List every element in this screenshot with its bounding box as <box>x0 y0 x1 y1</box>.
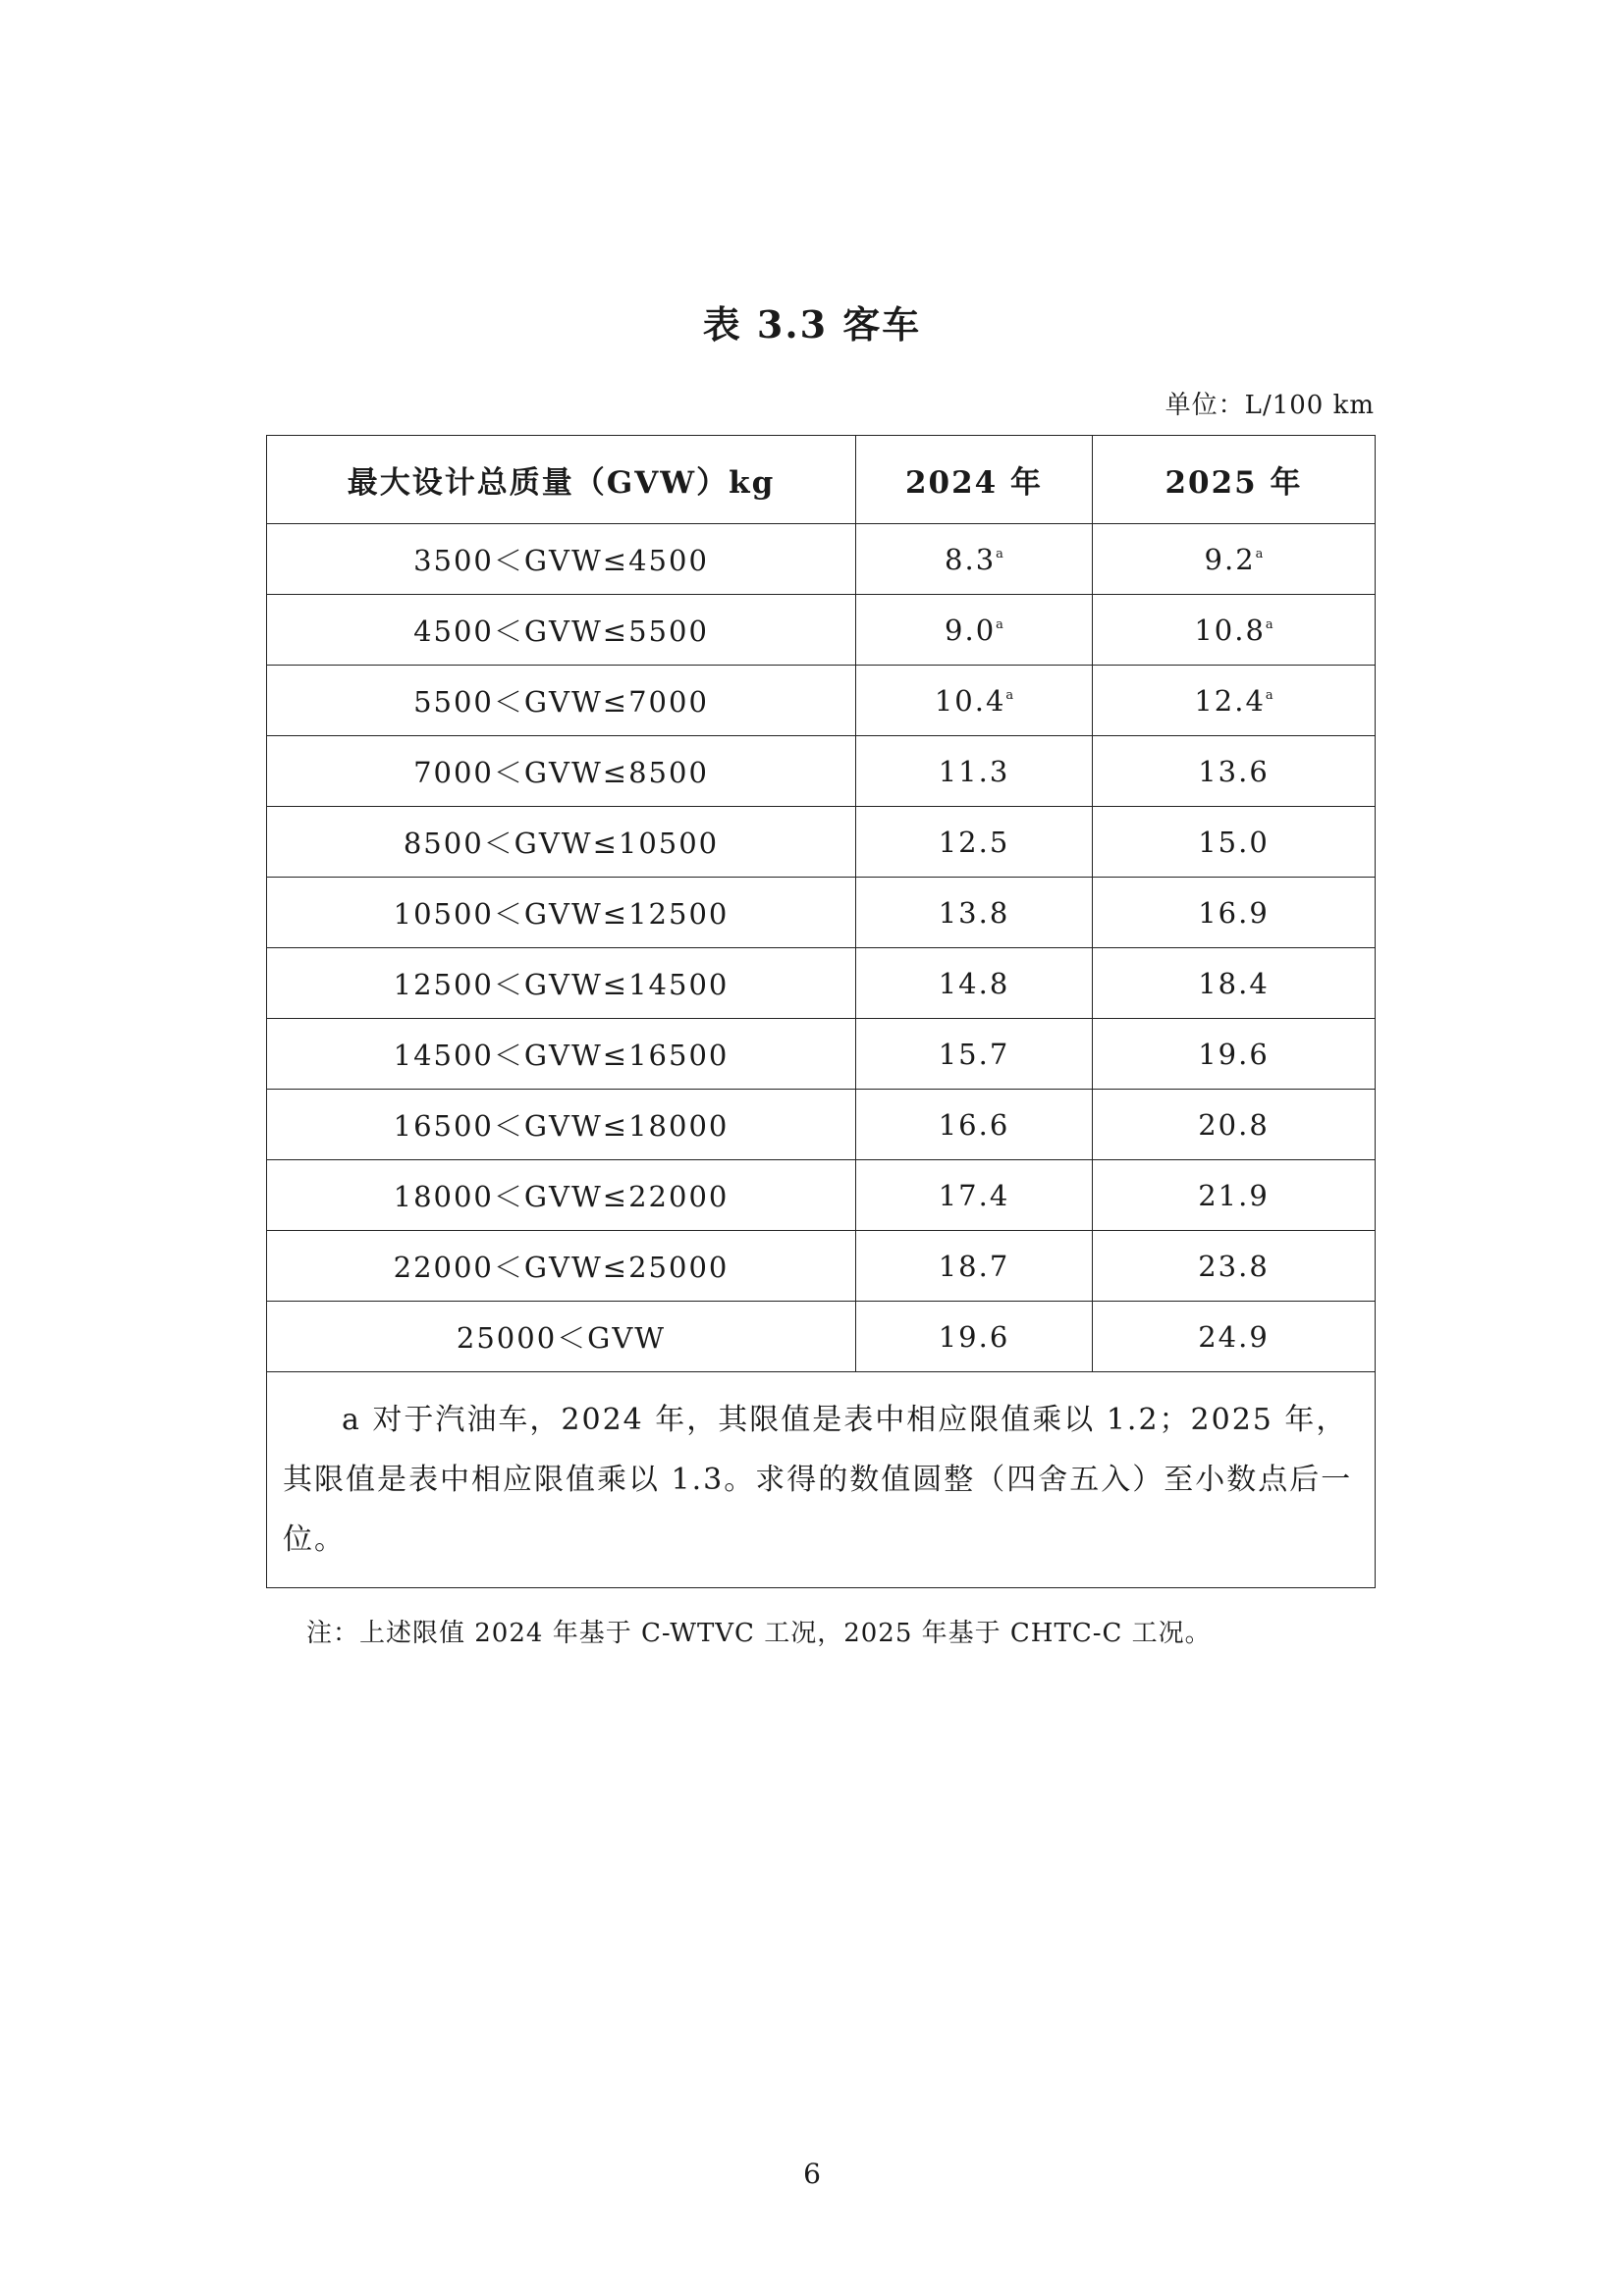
header-2025: 2025 年 <box>1093 436 1376 524</box>
cell-range: 12500＜GVW≤14500 <box>267 948 856 1019</box>
cell-range: 25000＜GVW <box>267 1302 856 1372</box>
cell-2024 <box>856 666 1093 736</box>
cell-2025 <box>1093 595 1376 666</box>
cell-2024: 19.6 <box>856 1302 1093 1372</box>
cell-range: 5500＜GVW≤7000 <box>267 666 856 736</box>
limits-table <box>266 435 1376 1588</box>
cell-2025: 21.9 <box>1093 1160 1376 1231</box>
cell-2024: 17.4 <box>856 1160 1093 1231</box>
cell-2025: 19.6 <box>1093 1019 1376 1090</box>
header-2024: 2024 年 <box>856 436 1093 524</box>
value: 10.8 <box>1194 613 1266 647</box>
table-footnote-row <box>267 1372 1376 1588</box>
table-note: 注：上述限值 2024 年基于 C-WTVC 工况，2025 年基于 CHTC-C 工况。 <box>306 1619 1212 1648</box>
cell-2024: 13.8 <box>856 878 1093 948</box>
cell-2024: 18.7 <box>856 1231 1093 1302</box>
table-row <box>267 1302 1376 1372</box>
cell-2024 <box>856 595 1093 666</box>
page-number: 6 <box>803 2158 821 2190</box>
value: 9.0 <box>945 613 997 647</box>
cell-range: 7000＜GVW≤8500 <box>267 736 856 807</box>
footnote-mark: a <box>1255 546 1264 561</box>
unit-label: 单位：L/100 km <box>1164 391 1375 420</box>
cell-2025: 20.8 <box>1093 1090 1376 1160</box>
cell-2025: 18.4 <box>1093 948 1376 1019</box>
value: 9.2 <box>1204 542 1256 576</box>
table-row <box>267 878 1376 948</box>
footnote-mark: a <box>996 616 1003 632</box>
cell-range: 22000＜GVW≤25000 <box>267 1231 856 1302</box>
table-title: 表 3.3 客车 <box>702 302 922 347</box>
table-row <box>267 807 1376 878</box>
table-row <box>267 736 1376 807</box>
footnote-mark: a <box>1005 687 1014 703</box>
value: 12.4 <box>1194 683 1266 718</box>
table-row <box>267 524 1376 595</box>
footnote-text: a 对于汽油车，2024 年，其限值是表中相应限值乘以 1.2；2025 年，其限值是表中相应限值乘以 1.3。求得的数值圆整（四舍五入）至小数点后一位。 <box>283 1403 1353 1557</box>
cell-range: 8500＜GVW≤10500 <box>267 807 856 878</box>
cell-2025 <box>1093 524 1376 595</box>
cell-2024: 16.6 <box>856 1090 1093 1160</box>
cell-2024: 14.8 <box>856 948 1093 1019</box>
table-row <box>267 1160 1376 1231</box>
cell-range: 10500＜GVW≤12500 <box>267 878 856 948</box>
cell-range: 16500＜GVW≤18000 <box>267 1090 856 1160</box>
cell-2025: 15.0 <box>1093 807 1376 878</box>
cell-2024: 12.5 <box>856 807 1093 878</box>
footnote-mark: a <box>1265 616 1273 632</box>
cell-2024 <box>856 524 1093 595</box>
cell-range: 4500＜GVW≤5500 <box>267 595 856 666</box>
table-row <box>267 1019 1376 1090</box>
cell-range: 18000＜GVW≤22000 <box>267 1160 856 1231</box>
cell-range: 3500＜GVW≤4500 <box>267 524 856 595</box>
cell-2025 <box>1093 666 1376 736</box>
table-footnote <box>267 1372 1376 1588</box>
cell-2025: 16.9 <box>1093 878 1376 948</box>
cell-2025: 13.6 <box>1093 736 1376 807</box>
cell-range: 14500＜GVW≤16500 <box>267 1019 856 1090</box>
table-row <box>267 666 1376 736</box>
cell-2024: 15.7 <box>856 1019 1093 1090</box>
value: 8.3 <box>945 542 997 576</box>
cell-2024: 11.3 <box>856 736 1093 807</box>
cell-2025: 23.8 <box>1093 1231 1376 1302</box>
table-row <box>267 595 1376 666</box>
table-row <box>267 1090 1376 1160</box>
cell-2025: 24.9 <box>1093 1302 1376 1372</box>
header-gvw: 最大设计总质量（GVW）kg <box>267 436 856 524</box>
value: 10.4 <box>934 683 1006 718</box>
table-header-row <box>267 436 1376 524</box>
footnote-mark: a <box>1265 687 1273 703</box>
footnote-mark: a <box>996 546 1003 561</box>
table-row <box>267 1231 1376 1302</box>
table-row <box>267 948 1376 1019</box>
